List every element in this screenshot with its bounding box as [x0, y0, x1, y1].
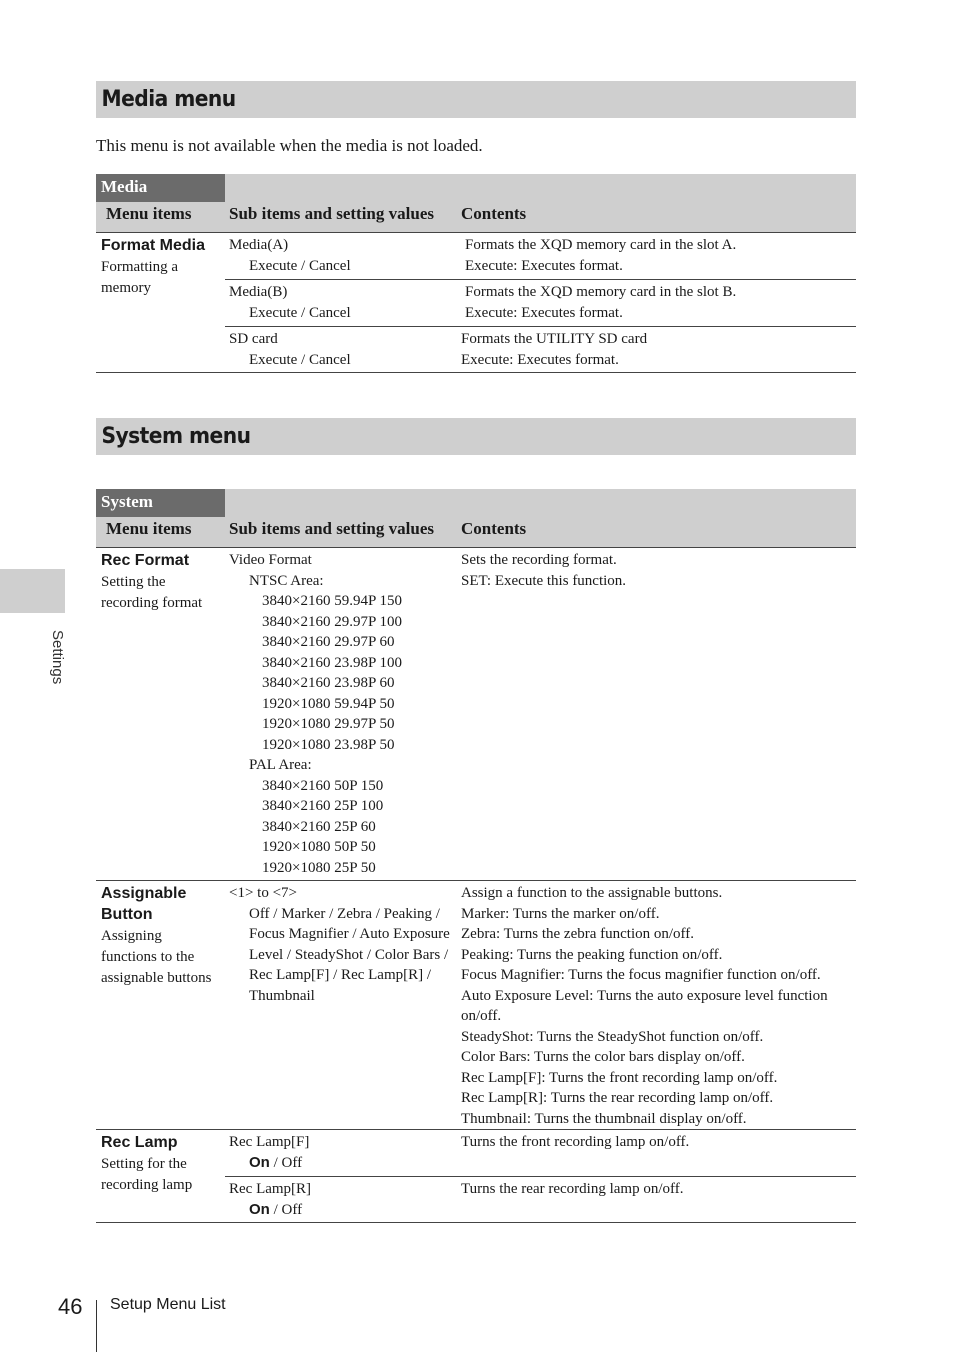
sub-item-values — [229, 550, 457, 878]
menu-group-rec-format — [96, 548, 856, 881]
sub-item-values — [229, 1132, 457, 1173]
menu-item-desc: Assigning functions to the assignable buttons — [101, 928, 212, 986]
menu-item-title: Assignable Button — [101, 885, 187, 923]
sub-item-row — [225, 548, 856, 880]
contents-line: Rec Lamp[R]: Turns the rear recording lamp on/off. — [461, 1090, 774, 1106]
sub-item-values — [229, 282, 457, 323]
sub-item-values — [229, 1179, 457, 1220]
contents-line: Execute: Executes format. — [465, 304, 623, 321]
sub-item-line: Media(B) — [229, 284, 288, 300]
menu-group-assignable-button — [96, 881, 856, 1130]
media-menu-heading: Media menu — [101, 87, 236, 112]
sub-item-row — [225, 1130, 856, 1176]
menu-item-desc: Setting for the recording lamp — [101, 1156, 193, 1193]
contents-line: Formats the XQD memory card in the slot A. — [465, 237, 737, 253]
contents-line: Sets the recording format. — [461, 552, 617, 568]
media-menu-heading-bar — [96, 81, 856, 118]
contents-line: Execute: Executes format. — [461, 351, 619, 368]
media-menu-table — [96, 174, 856, 373]
contents-line: Zebra: Turns the zebra function on/off. — [461, 926, 695, 942]
sub-item-contents — [461, 550, 853, 591]
sub-item-line: 1920×1080 50P 50 — [262, 839, 376, 855]
contents-line: Turns the front recording lamp on/off. — [461, 1134, 690, 1150]
sub-item-line: 3840×2160 23.98P 60 — [262, 675, 395, 691]
sub-item-values — [229, 883, 457, 1006]
sub-item-row — [225, 1176, 856, 1222]
menu-group-format-media — [96, 233, 856, 373]
sub-item-line: NTSC Area: — [249, 572, 324, 589]
contents-line: Turns the rear recording lamp on/off. — [461, 1181, 684, 1197]
sub-item-line: 1920×1080 25P 50 — [262, 859, 376, 876]
table-tag: Media — [96, 174, 225, 202]
col-contents: Contents — [461, 519, 527, 538]
contents-line: Execute: Executes format. — [465, 257, 623, 274]
sub-item-options — [229, 1153, 457, 1174]
system-menu-table — [96, 489, 856, 1223]
sub-item-line: 3840×2160 29.97P 100 — [262, 613, 402, 630]
sub-item-values — [229, 235, 457, 276]
menu-item-desc: Setting the recording format — [101, 574, 203, 611]
sub-item-line: 3840×2160 29.97P 60 — [262, 634, 395, 650]
sub-item-row — [225, 326, 856, 372]
page-number: 46 — [58, 1294, 83, 1319]
col-contents: Contents — [461, 204, 527, 223]
other-option: / Off — [269, 1154, 303, 1171]
contents-line: SET: Execute this function. — [461, 572, 627, 589]
default-option: On — [249, 1200, 270, 1218]
contents-line: Formats the XQD memory card in the slot B. — [465, 284, 737, 300]
section-side-tab — [0, 569, 65, 613]
footer-title: Setup Menu List — [110, 1296, 226, 1313]
contents-line: Rec Lamp[F]: Turns the front recording lamp on/off. — [461, 1069, 778, 1086]
system-menu-heading: System menu — [101, 424, 251, 449]
sub-item-line: Execute / Cancel — [249, 304, 351, 321]
sub-item-options — [229, 1200, 457, 1221]
col-sub-items: Sub items and setting values — [229, 204, 434, 223]
media-menu-intro: This menu is not available when the media is not loaded. — [96, 136, 483, 155]
menu-item-title: Rec Lamp — [101, 1134, 178, 1151]
sub-item-line: Execute / Cancel — [249, 257, 351, 274]
menu-item-desc: Formatting a memory — [101, 259, 179, 296]
sub-item-line: Execute / Cancel — [249, 351, 351, 368]
other-option: / Off — [269, 1201, 303, 1218]
contents-line: Auto Exposure Level: Turns the auto exposure level function on/off. — [461, 987, 828, 1024]
contents-line: Marker: Turns the marker on/off. — [461, 905, 660, 922]
menu-item-title: Format Media — [101, 237, 206, 254]
menu-group-rec-lamp — [96, 1130, 856, 1223]
sub-item-line: Off / Marker / Zebra / Peaking / Focus Magnifier / Auto Exposure Level / SteadyShot / Color Bars / Rec Lamp[F] / Rec Lamp[R] / Thumbnail — [249, 905, 450, 1004]
menu-item — [101, 883, 221, 989]
sub-item-contents — [461, 329, 853, 370]
col-sub-items: Sub items and setting values — [229, 519, 434, 538]
sub-item-line: Media(A) — [229, 237, 289, 253]
col-menu-items: Menu items — [106, 519, 192, 538]
sub-item-contents — [465, 282, 857, 323]
sub-item-line: Rec Lamp[F] — [229, 1134, 310, 1150]
sub-item-contents — [465, 235, 857, 276]
sub-item-contents — [461, 1132, 853, 1153]
sub-item-line: 3840×2160 25P 60 — [262, 818, 376, 835]
sub-item-line: SD card — [229, 331, 278, 347]
default-option: On — [249, 1153, 270, 1171]
menu-item — [101, 235, 221, 299]
sub-item-line: 3840×2160 25P 100 — [262, 798, 384, 814]
sub-item-line: 1920×1080 29.97P 50 — [262, 716, 395, 732]
contents-line: Color Bars: Turns the color bars display on/off. — [461, 1049, 745, 1065]
sub-item-line: <1> to <7> — [229, 885, 298, 901]
sub-item-values — [229, 329, 457, 370]
sub-item-line: 3840×2160 50P 150 — [262, 777, 384, 794]
menu-item-title: Rec Format — [101, 552, 190, 569]
sub-item-line: 1920×1080 59.94P 50 — [262, 695, 395, 712]
col-menu-items: Menu items — [106, 204, 192, 223]
contents-line: Thumbnail: Turns the thumbnail display on/off. — [461, 1110, 747, 1127]
section-side-label: Settings — [49, 630, 66, 685]
contents-line: Formats the UTILITY SD card — [461, 331, 648, 347]
table-header — [96, 489, 856, 548]
menu-item — [101, 1132, 221, 1196]
contents-line: SteadyShot: Turns the SteadyShot function on/off. — [461, 1028, 764, 1045]
system-menu-heading-bar — [96, 418, 856, 455]
sub-item-contents — [461, 883, 853, 1129]
table-tag: System — [96, 489, 225, 517]
table-header — [96, 174, 856, 233]
menu-item — [101, 550, 221, 614]
footer-divider — [96, 1300, 97, 1352]
sub-item-line: Rec Lamp[R] — [229, 1181, 312, 1197]
sub-item-row — [225, 233, 856, 279]
contents-line: Assign a function to the assignable buttons. — [461, 885, 723, 901]
sub-item-line: Video Format — [229, 552, 312, 568]
sub-item-line: 1920×1080 23.98P 50 — [262, 736, 395, 753]
sub-item-line: PAL Area: — [249, 757, 312, 773]
sub-item-row — [225, 279, 856, 326]
sub-item-contents — [461, 1179, 853, 1200]
sub-item-line: 3840×2160 59.94P 150 — [262, 593, 402, 609]
contents-line: Focus Magnifier: Turns the focus magnifier function on/off. — [461, 967, 821, 983]
sub-item-line: 3840×2160 23.98P 100 — [262, 654, 402, 671]
sub-item-row — [225, 881, 856, 1129]
contents-line: Peaking: Turns the peaking function on/off. — [461, 946, 723, 963]
